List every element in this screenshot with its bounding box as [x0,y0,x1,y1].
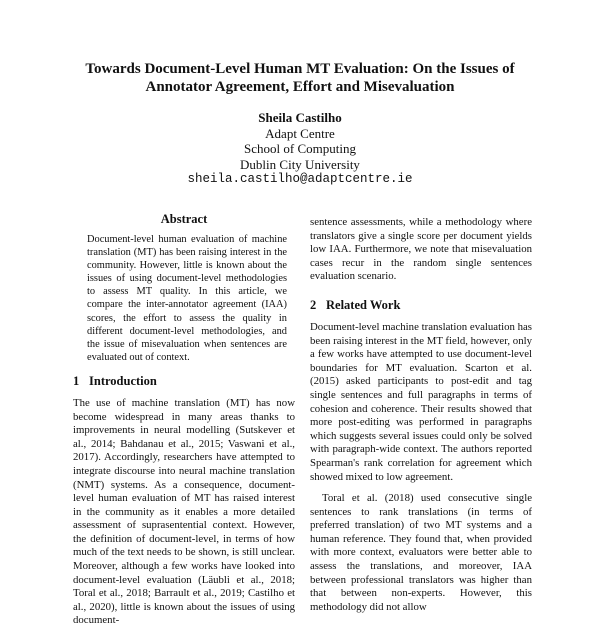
section-number: 1 [73,373,80,388]
author-name: Sheila Castilho [258,110,342,125]
section-heading-related-work [310,298,532,313]
section-number: 2 [310,297,317,312]
abstract-heading: Abstract [160,212,208,226]
abstract-text: Document-level human evaluation of machine translation (MT) has been raising interest in the community. However, little is known about the issues of using document-level methodologies to assess MT quality. In this article, we compare the inter-annotator agreement (IAA) scores, the effort to assess the quality in different document-level methodologies, and the issue of misevaluation when sentences are evaluated out of context. [87,234,287,363]
section-title: Introduction [89,373,157,388]
author-email: sheila.castilho@adaptcentre.ie [187,172,413,186]
right-column [310,216,532,614]
title-line-1: Towards Document-Level Human MT Evaluation: On the Issues of [85,61,515,77]
left-column [73,212,295,628]
section-heading-introduction [73,374,295,389]
affiliation-line: School of Computing [244,141,356,156]
related-work-paragraph-1: Document-level machine translation evaluation has been raising interest in the MT field, however, only a few works have attempted to use document-level boundaries for MT evaluation. Scarton et al. (2015) asked participants to post-edit and tag single sentences and full paragraphs in terms of cohesion and coherence. Their results showed that more post-editing was performed in paragraphs which suggests several issues could only be solved with paragraph-wide context. The authors reported Spearman's rank correlation for agreement which showed mixed to low agreement. [310,320,532,483]
introduction-paragraph: The use of machine translation (MT) has now become widespread in many areas thanks to improvements in neural modelling (Sutskever et al., 2014; Bahdanau et al., 2015; Vaswani et al., 2017). Accordingly, researchers have attempted to integrate discourse into neural machine translation (NMT) systems. As a consequence, document-level human evaluation of MT has raised interest in the community as it enables a more detailed assessment of suprasentential context. However, the definition of document-level, in terms of how much of the text needs to be shown, is still unclear. Moreover, although a few works have looked into document-level evaluation (Läubli et al., 2018; Toral et al., 2018; Barrault et al., 2019; Castilho et al., 2020), little is known about the issues of using document- [73,396,295,627]
author-block [100,110,500,188]
paper-title [60,60,540,96]
title-line-2: Annotator Agreement, Effort and Misevaluation [145,79,455,95]
affiliation-line: Adapt Centre [265,125,335,141]
continued-paragraph: sentence assessments, while a methodology where translators give a single score per document yields low IAA. Furthermore, we note that misevaluation cases recur in the random single sentences evaluation scenario. [310,216,532,283]
related-work-paragraph-2: Toral et al. (2018) used consecutive single sentences to rank translations (in terms of preferred translation) of two MT systems and a human reference. They found that, when provided with more context, evaluators were better able to assess the translations, and moreover, IAA between professional translators was higher than that between non-experts. However, this methodology did not allow [310,492,532,613]
section-title: Related Work [326,297,401,312]
affiliation-line: Dublin City University [240,156,360,172]
